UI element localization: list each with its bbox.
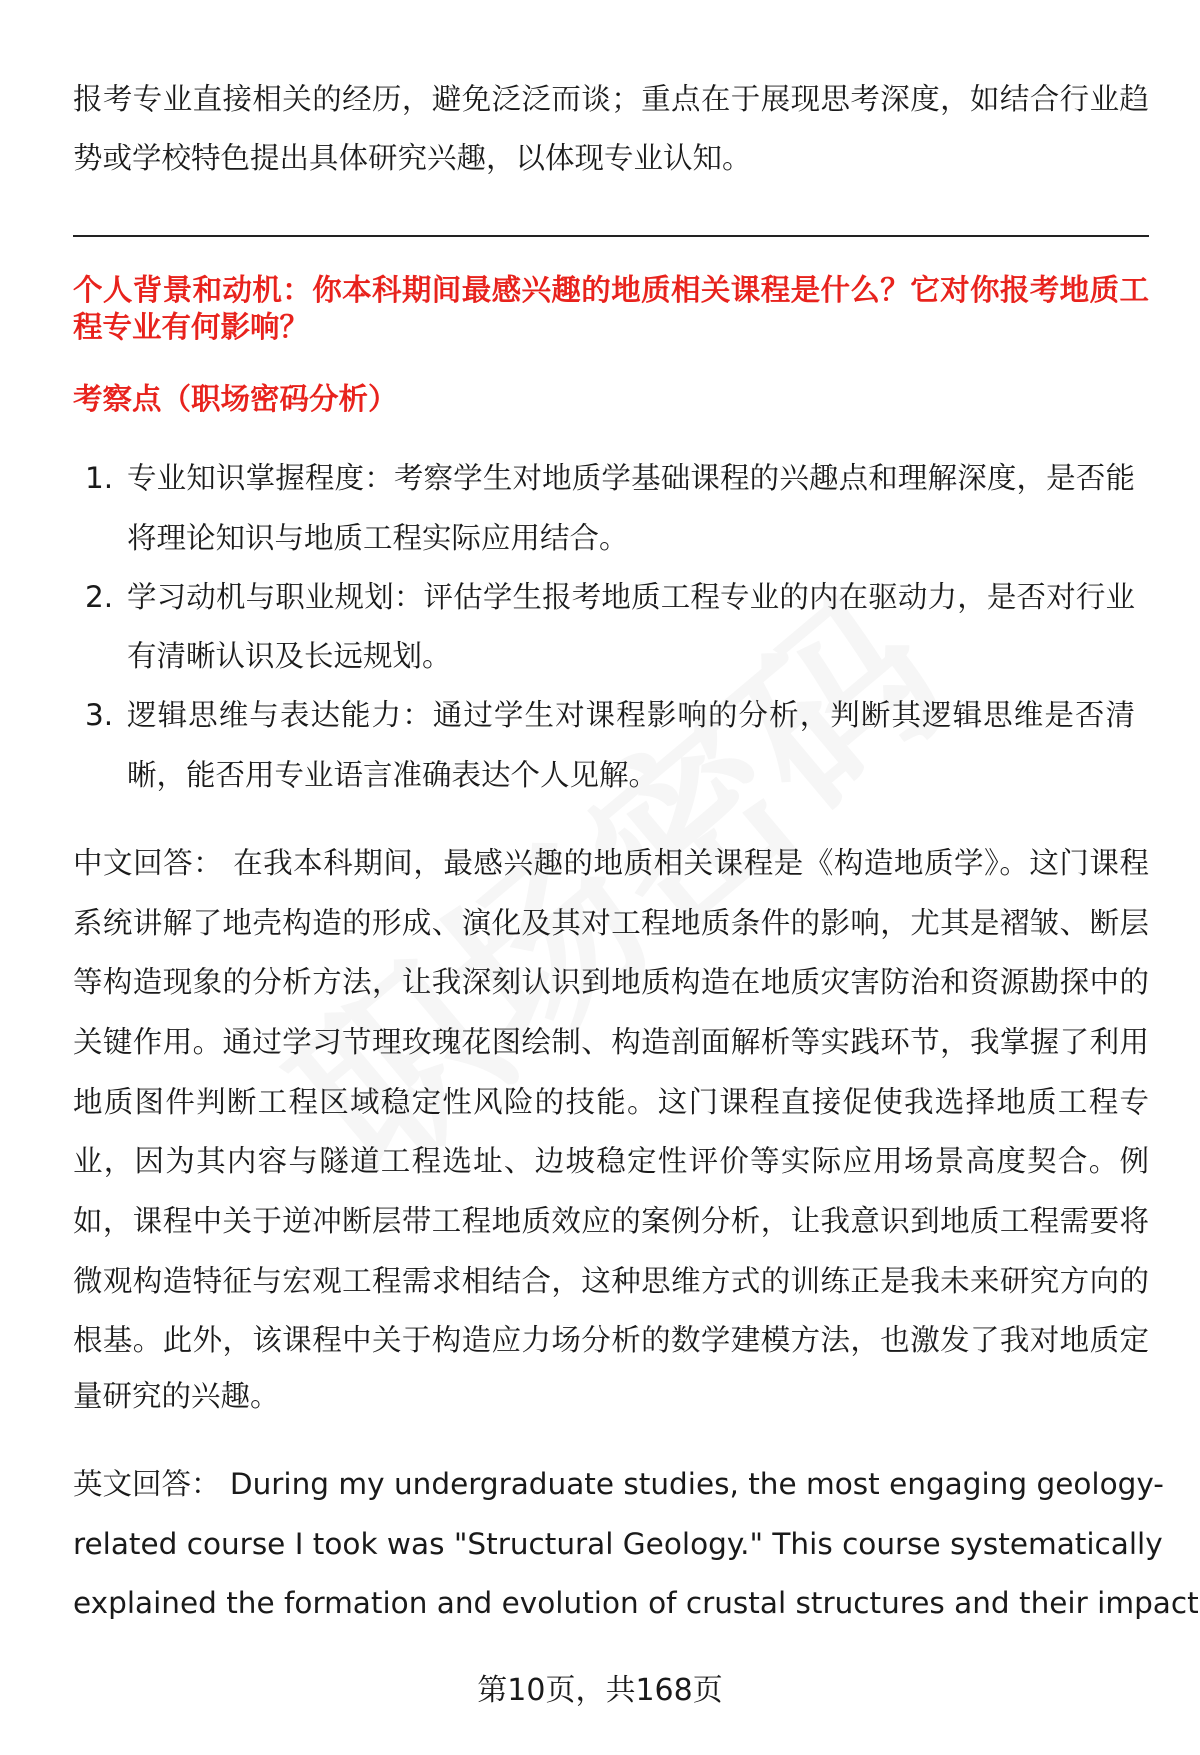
page-number: 第10页，共168页 xyxy=(477,1673,723,1708)
text-line: related course I took was "Structural Geology." This course systematically xyxy=(73,1527,1163,1561)
text-line: 势或学校特色提出具体研究兴趣，以体现专业认知。 xyxy=(73,141,752,175)
text-line: 报考专业直接相关的经历，避免泛泛而谈；重点在于展现思考深度，如结合行业趋 xyxy=(73,82,1149,116)
text-line: 系统讲解了地壳构造的形成、演化及其对工程地质条件的影响，尤其是褶皱、断层 xyxy=(73,906,1149,940)
list-item-line: 学习动机与职业规划：评估学生报考地质工程专业的内在驱动力，是否对行业 xyxy=(127,580,1135,614)
text-line: 英文回答： During my undergraduate studies, the most engaging geology- xyxy=(73,1467,1164,1501)
list-item-line: 专业知识掌握程度：考察学生对地质学基础课程的兴趣点和理解深度，是否能 xyxy=(127,461,1135,495)
text-line: 个人背景和动机：你本科期间最感兴趣的地质相关课程是什么？它对你报考地质工 xyxy=(73,273,1149,307)
text-line: 如，课程中关于逆冲断层带工程地质效应的案例分析，让我意识到地质工程需要将 xyxy=(73,1204,1149,1238)
text-line: 程专业有何影响？ xyxy=(73,310,310,344)
list-number: 1. xyxy=(85,461,114,495)
text-line: 中文回答： 在我本科期间，最感兴趣的地质相关课程是《构造地质学》。这门课程 xyxy=(73,846,1149,880)
list-number: 2. xyxy=(85,580,114,614)
list-item-line: 逻辑思维与表达能力：通过学生对课程影响的分析，判断其逻辑思维是否清 xyxy=(127,698,1135,732)
list-item-line: 将理论知识与地质工程实际应用结合。 xyxy=(127,521,629,555)
text-line: 根基。此外，该课程中关于构造应力场分析的数学建模方法，也激发了我对地质定 xyxy=(73,1323,1149,1357)
text-line: explained the formation and evolution of crustal structures and their impact xyxy=(73,1586,1199,1620)
text-line: 等构造现象的分析方法，让我深刻认识到地质构造在地质灾害防治和资源勘探中的 xyxy=(73,965,1149,999)
list-number: 3. xyxy=(85,698,114,732)
divider xyxy=(73,235,1149,237)
text-line: 关键作用。通过学习节理玫瑰花图绘制、构造剖面解析等实践环节，我掌握了利用 xyxy=(73,1025,1149,1059)
text-line: 地质图件判断工程区域稳定性风险的技能。这门课程直接促使我选择地质工程专 xyxy=(73,1085,1149,1119)
section-title: 考察点（职场密码分析） xyxy=(73,382,398,416)
text-line: 业，因为其内容与隧道工程选址、边坡稳定性评价等实际应用场景高度契合。例 xyxy=(73,1144,1149,1178)
list-item-line: 有清晰认识及长远规划。 xyxy=(127,639,452,673)
text-line: 量研究的兴趣。 xyxy=(73,1379,280,1413)
list-item-line: 晰，能否用专业语言准确表达个人见解。 xyxy=(127,758,659,792)
text-line: 微观构造特征与宏观工程需求相结合，这种思维方式的训练正是我未来研究方向的 xyxy=(73,1264,1149,1298)
